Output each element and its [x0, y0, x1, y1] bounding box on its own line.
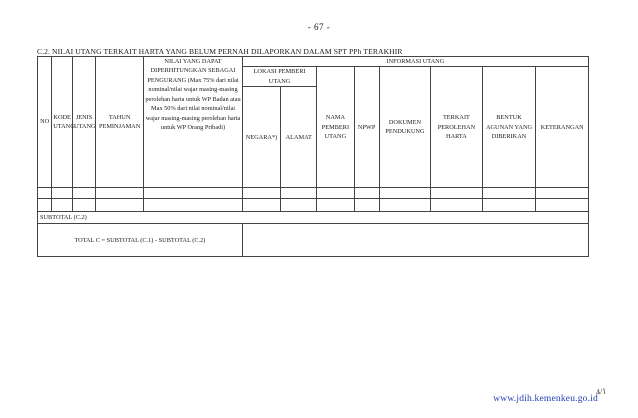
footer-url-link[interactable]: www.jdih.kemenkeu.go.id: [493, 394, 598, 404]
table-cell[interactable]: [431, 199, 482, 212]
table-cell[interactable]: [96, 188, 144, 199]
table-cell[interactable]: [73, 199, 96, 212]
table-cell[interactable]: [354, 188, 379, 199]
table-cell[interactable]: [317, 199, 354, 212]
table-row: [38, 199, 589, 212]
header-row-1: [38, 57, 589, 67]
table-cell[interactable]: [482, 188, 536, 199]
header-bentuk-agunan: BENTUK AGUNAN YANG DIBERIKAN: [482, 67, 536, 188]
table-cell[interactable]: [38, 188, 52, 199]
header-terkait-perolehan-harta: TERKAIT PEROLEHAN HARTA: [431, 67, 482, 188]
table-cell[interactable]: [379, 199, 430, 212]
table-cell[interactable]: [52, 199, 73, 212]
total-label: TOTAL C = SUBTOTAL (C.1) - SUBTOTAL (C.2): [74, 236, 206, 244]
total-row: [38, 224, 589, 257]
subtotal-row: [38, 212, 589, 224]
table-cell[interactable]: [281, 199, 317, 212]
header-no: NO: [38, 57, 52, 188]
table-cell[interactable]: [354, 199, 379, 212]
table-cell[interactable]: [73, 188, 96, 199]
table-cell[interactable]: [38, 199, 52, 212]
table-cell[interactable]: [536, 188, 589, 199]
header-npwp: NPWP: [354, 67, 379, 188]
table-cell[interactable]: [96, 199, 144, 212]
table-cell[interactable]: [281, 188, 317, 199]
header-tahun-peminjaman: TAHUN PEMINJAMAN: [96, 57, 144, 188]
header-lokasi-pemberi-utang: LOKASI PEMBERI UTANG: [242, 67, 316, 87]
debt-table: [37, 56, 589, 257]
page-mark: 4/1: [595, 386, 607, 397]
header-jenis-utang: JENIS UTANG: [73, 57, 96, 188]
header-kode-utang: KODE UTANG: [52, 57, 73, 188]
table-cell[interactable]: [317, 188, 354, 199]
table-cell[interactable]: [52, 188, 73, 199]
subtotal-label: SUBTOTAL (C.2): [38, 212, 589, 224]
header-negara: NEGARA*): [242, 87, 280, 188]
table-cell[interactable]: [536, 199, 589, 212]
table-cell[interactable]: [144, 199, 243, 212]
table-cell[interactable]: [482, 199, 536, 212]
header-dokumen-pendukung: DOKUMEN PENDUKUNG: [379, 67, 430, 188]
table-cell[interactable]: [242, 188, 280, 199]
header-nilai-pengurang: NILAI YANG DAPAT DIPERHITUNGKAN SEBAGAI PENGURANG (Max 75% dari nilai nominal/nilai wajar masing-masing perolehan harta untuk WP Badan atau Max 50% dari nilai nominal/nilai wajar masing-masing perolehan harta untuk WP Orang Pribadi): [144, 57, 243, 188]
total-value-cell[interactable]: [242, 224, 588, 257]
page-number: - 67 -: [307, 22, 331, 32]
table-cell[interactable]: [242, 199, 280, 212]
header-nama-pemberi-utang: NAMA PEMBERI UTANG: [317, 67, 354, 188]
section-title: C.2. NILAI UTANG TERKAIT HARTA YANG BELUM PERNAH DILAPORKAN DALAM SPT PPh TERAKHIR: [37, 47, 403, 56]
header-informasi-utang: INFORMASI UTANG: [242, 57, 588, 67]
table-cell[interactable]: [379, 188, 430, 199]
table-row: [38, 188, 589, 199]
table-cell[interactable]: [431, 188, 482, 199]
table-cell[interactable]: [144, 188, 243, 199]
header-keterangan: KETERANGAN: [536, 67, 589, 188]
total-label-cell: [38, 224, 243, 257]
header-alamat: ALAMAT: [281, 87, 317, 188]
